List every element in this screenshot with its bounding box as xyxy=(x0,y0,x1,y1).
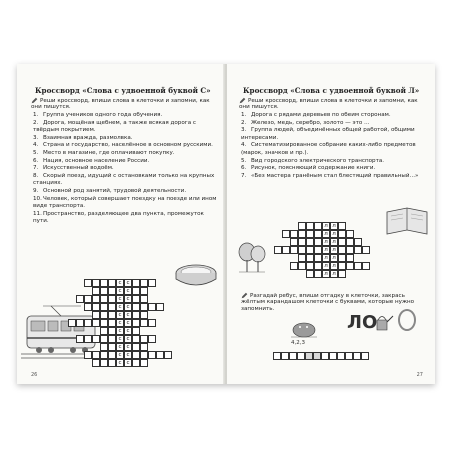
clue-item xyxy=(33,165,219,173)
left-page-number: 26 xyxy=(31,372,38,378)
crossword-cell[interactable] xyxy=(140,335,148,343)
crossword-cell[interactable] xyxy=(282,246,290,254)
crossword-cell[interactable] xyxy=(148,335,156,343)
clue-number: 1. xyxy=(241,112,247,118)
crossword-cell[interactable] xyxy=(108,343,116,351)
clue-number: 6. xyxy=(241,165,247,172)
rebus-hint: 4,2,3 xyxy=(291,340,305,346)
crossword-cell[interactable]: л xyxy=(322,270,330,278)
right-title: Кроссворд «Слова с удвоенной буквой Л» xyxy=(243,86,420,95)
crossword-cell[interactable] xyxy=(289,352,297,360)
clue-item xyxy=(241,112,431,120)
crossword-cell[interactable]: с xyxy=(124,351,132,359)
crossword-cell[interactable]: л xyxy=(322,222,330,230)
crossword-cell[interactable]: л xyxy=(322,230,330,238)
clue-number: 8. xyxy=(33,172,39,179)
crossword-cell[interactable] xyxy=(132,295,140,303)
crossword-cell[interactable] xyxy=(338,270,346,278)
clue-text: Основной род занятий, трудовой деятельности. xyxy=(43,187,187,194)
crossword-cell[interactable] xyxy=(108,295,116,303)
crossword-cell[interactable]: с xyxy=(116,335,124,343)
crossword-cell[interactable] xyxy=(132,279,140,287)
crossword-cell[interactable] xyxy=(132,303,140,311)
crossword-cell[interactable] xyxy=(100,351,108,359)
crossword-cell[interactable] xyxy=(298,238,306,246)
crossword-cell[interactable] xyxy=(148,303,156,311)
crossword-cell[interactable] xyxy=(92,335,100,343)
clue-item xyxy=(241,127,431,142)
clue-item xyxy=(33,196,219,211)
pencil-icon xyxy=(239,97,246,104)
clue-text: Место в магазине, где оплачивают покупку. xyxy=(43,149,175,156)
clue-number: 3. xyxy=(241,127,247,134)
clue-text: Вид городского электрического транспорта. xyxy=(251,157,385,164)
crossword-cell[interactable]: с xyxy=(116,303,124,311)
right-clue-list xyxy=(241,112,431,180)
clue-text: Нация, основное население России. xyxy=(43,157,150,164)
crossword-cell[interactable] xyxy=(338,254,346,262)
crossword-cell[interactable] xyxy=(298,230,306,238)
crossword-cell[interactable] xyxy=(281,352,289,360)
crossword-cell[interactable] xyxy=(354,238,362,246)
clue-number: 11. xyxy=(33,210,42,217)
crossword-cell[interactable]: л xyxy=(330,262,338,270)
crossword-cell[interactable] xyxy=(92,303,100,311)
clue-item xyxy=(33,188,219,196)
clue-text: Пространство, разделяющее два пункта, промежуток пути. xyxy=(33,210,204,225)
crossword-cell[interactable] xyxy=(346,238,354,246)
ring-icon xyxy=(395,308,419,332)
crossword-cell[interactable]: л xyxy=(330,238,338,246)
crossword-cell[interactable] xyxy=(100,343,108,351)
crossword-cell[interactable] xyxy=(108,359,116,367)
right-instruction-text: Реши кроссворд, впиши слова в клеточки и запомни, как они пишутся. xyxy=(239,98,418,111)
crossword-cell[interactable]: л xyxy=(322,238,330,246)
crossword-cell[interactable]: с xyxy=(124,311,132,319)
crossword-cell[interactable] xyxy=(337,352,345,360)
pool-ring-illustration xyxy=(174,261,218,289)
clue-text: Искусственный водоём. xyxy=(43,165,114,172)
clue-number: 3. xyxy=(33,134,39,141)
clue-item xyxy=(241,173,431,181)
crossword-cell[interactable] xyxy=(298,262,306,270)
right-page-number: 27 xyxy=(416,372,423,378)
left-title: Кроссворд «Слова с удвоенной буквой С» xyxy=(35,86,211,95)
crossword-cell[interactable] xyxy=(306,230,314,238)
clue-item xyxy=(33,211,219,226)
crossword-cell[interactable] xyxy=(290,262,298,270)
crossword-cell[interactable] xyxy=(362,246,370,254)
crossword-cell[interactable] xyxy=(108,327,116,335)
crossword-cell[interactable] xyxy=(306,254,314,262)
crossword-cell[interactable]: с xyxy=(116,343,124,351)
crossword-cell[interactable] xyxy=(140,319,148,327)
crossword-cell[interactable]: л xyxy=(330,246,338,254)
clue-item xyxy=(33,173,219,188)
right-instruction xyxy=(239,97,427,111)
clue-number: 10. xyxy=(33,195,42,202)
crossword-cell[interactable] xyxy=(338,246,346,254)
crossword-cell[interactable]: л xyxy=(330,230,338,238)
clue-text: «Без мастера гранёным стал блестящий правильный…» xyxy=(251,172,419,179)
clue-number: 5. xyxy=(241,157,247,164)
clue-text: Человек, который совершает поездку на поезде или ином виде транспорта. xyxy=(33,195,217,210)
crossword-cell[interactable]: л xyxy=(322,262,330,270)
crossword-cell[interactable] xyxy=(108,319,116,327)
crossword-cell[interactable] xyxy=(274,246,282,254)
crossword-cell[interactable] xyxy=(100,359,108,367)
crossword-cell[interactable] xyxy=(338,238,346,246)
crossword-cell[interactable] xyxy=(92,319,100,327)
crossword-cell[interactable] xyxy=(84,351,92,359)
crossword-cell[interactable] xyxy=(298,254,306,262)
clue-item xyxy=(241,165,431,173)
crossword-cell[interactable] xyxy=(306,270,314,278)
rebus-letters: ЛО xyxy=(347,312,378,333)
crossword-cell[interactable] xyxy=(305,352,313,360)
crossword-cell[interactable] xyxy=(108,311,116,319)
crossword-cell[interactable] xyxy=(314,238,322,246)
clue-number: 7. xyxy=(241,172,247,179)
crossword-cell[interactable] xyxy=(132,343,140,351)
left-instruction-text: Реши кроссворд, впиши слова в клеточки и запомни, как они пишутся. xyxy=(31,98,210,111)
crossword-cell[interactable] xyxy=(100,311,108,319)
crossword-cell[interactable] xyxy=(84,319,92,327)
crossword-cell[interactable] xyxy=(108,279,116,287)
crossword-cell[interactable] xyxy=(353,352,361,360)
crossword-cell[interactable] xyxy=(92,351,100,359)
crossword-cell[interactable]: с xyxy=(116,327,124,335)
crossword-cell[interactable] xyxy=(132,311,140,319)
crossword-cell[interactable] xyxy=(314,246,322,254)
crossword-cell[interactable]: с xyxy=(124,359,132,367)
crossword-cell[interactable] xyxy=(108,351,116,359)
crossword-cell[interactable] xyxy=(140,343,148,351)
clue-number: 4. xyxy=(33,142,39,149)
crossword-cell[interactable] xyxy=(361,352,369,360)
crossword-cell[interactable] xyxy=(92,359,100,367)
crossword-cell[interactable] xyxy=(140,295,148,303)
clue-text: Группа учеников одного года обучения. xyxy=(43,112,163,118)
crossword-cell[interactable] xyxy=(132,351,140,359)
crossword-cell[interactable] xyxy=(76,319,84,327)
crossword-cell[interactable]: с xyxy=(124,303,132,311)
crossword-cell[interactable]: с xyxy=(116,319,124,327)
clue-text: Страна и государство, населённое в основном русскими. xyxy=(43,142,213,149)
crossword-cell[interactable] xyxy=(346,254,354,262)
crossword-cell[interactable]: с xyxy=(124,343,132,351)
crossword-cell[interactable] xyxy=(362,262,370,270)
crossword-cell[interactable] xyxy=(100,319,108,327)
crossword-cell[interactable] xyxy=(132,335,140,343)
clue-text: Рисунок, поясняющий содержание книги. xyxy=(251,165,376,172)
crossword-cell[interactable]: с xyxy=(124,335,132,343)
watering-can-icon xyxy=(373,310,395,332)
clue-text: Скорый поезд, идущий с остановками только на крупных станциях. xyxy=(33,172,215,187)
crossword-cell[interactable]: с xyxy=(116,351,124,359)
crossword-cell[interactable] xyxy=(354,246,362,254)
clue-item xyxy=(241,142,431,157)
crossword-cell[interactable]: с xyxy=(116,287,124,295)
crossword-cell[interactable] xyxy=(345,352,353,360)
crossword-cell[interactable] xyxy=(156,351,164,359)
mole-illustration xyxy=(289,314,319,338)
clue-number: 1. xyxy=(33,112,39,118)
crossword-cell[interactable] xyxy=(290,246,298,254)
rebus-instruction-text: Разгадай ребус, впиши отгадку в клеточки, закрась жёлтым карандашом клеточки с буквами, которые нужно запомнить. xyxy=(241,293,415,312)
left-instruction xyxy=(31,97,217,111)
crossword-cell[interactable] xyxy=(76,335,84,343)
crossword-cell[interactable] xyxy=(108,287,116,295)
clue-number: 7. xyxy=(33,165,39,172)
crossword-cell[interactable] xyxy=(338,230,346,238)
crossword-cell[interactable]: л xyxy=(322,246,330,254)
workbook-spread xyxy=(17,64,435,384)
clue-item xyxy=(33,142,219,150)
crossword-cell[interactable]: с xyxy=(116,295,124,303)
crossword-cell[interactable] xyxy=(140,311,148,319)
clue-item xyxy=(33,112,219,120)
crossword-cell[interactable] xyxy=(273,352,281,360)
crossword-cell[interactable] xyxy=(290,238,298,246)
crossword-cell[interactable] xyxy=(314,254,322,262)
crossword-cell[interactable] xyxy=(148,351,156,359)
crossword-cell[interactable] xyxy=(84,303,92,311)
crossword-cell[interactable] xyxy=(140,279,148,287)
trees-illustration xyxy=(237,240,267,274)
crossword-cell[interactable] xyxy=(100,279,108,287)
crossword-cell[interactable] xyxy=(132,327,140,335)
crossword-cell[interactable]: л xyxy=(322,254,330,262)
crossword-cell[interactable]: л xyxy=(330,270,338,278)
crossword-cell[interactable] xyxy=(100,335,108,343)
crossword-cell[interactable]: с xyxy=(124,279,132,287)
clue-text: Дорога с рядами деревьев по обеим сторонам. xyxy=(251,112,391,118)
crossword-cell[interactable] xyxy=(346,262,354,270)
clue-item xyxy=(33,135,219,143)
crossword-cell[interactable] xyxy=(306,246,314,254)
crossword-cell[interactable]: с xyxy=(116,359,124,367)
crossword-cell[interactable] xyxy=(164,351,172,359)
crossword-cell[interactable]: с xyxy=(116,311,124,319)
crossword-cell[interactable] xyxy=(132,319,140,327)
crossword-cell[interactable] xyxy=(108,335,116,343)
crossword-cell[interactable] xyxy=(306,238,314,246)
pencil-icon xyxy=(241,292,248,299)
crossword-cell[interactable] xyxy=(76,295,84,303)
clue-text: Группа людей, объединённых общей работой, общими интересами. xyxy=(241,127,415,141)
clue-number: 2. xyxy=(33,119,39,126)
right-page xyxy=(227,64,435,384)
crossword-cell[interactable] xyxy=(100,287,108,295)
crossword-cell[interactable] xyxy=(314,270,322,278)
clue-number: 9. xyxy=(33,187,39,194)
book-illustration xyxy=(385,204,429,238)
crossword-cell[interactable] xyxy=(92,287,100,295)
crossword-cell[interactable]: с xyxy=(124,287,132,295)
crossword-cell[interactable] xyxy=(354,262,362,270)
crossword-cell[interactable] xyxy=(92,295,100,303)
crossword-cell[interactable] xyxy=(314,262,322,270)
clue-number: 4. xyxy=(241,142,247,149)
crossword-cell[interactable] xyxy=(346,230,354,238)
clue-number: 6. xyxy=(33,157,39,164)
crossword-cell[interactable] xyxy=(132,287,140,295)
clue-number: 5. xyxy=(33,149,39,156)
crossword-cell[interactable] xyxy=(84,279,92,287)
crossword-cell[interactable] xyxy=(306,262,314,270)
crossword-cell[interactable] xyxy=(148,279,156,287)
crossword-cell[interactable] xyxy=(282,230,290,238)
crossword-cell[interactable] xyxy=(314,230,322,238)
crossword-cell[interactable] xyxy=(140,359,148,367)
crossword-cell[interactable] xyxy=(84,335,92,343)
crossword-cell[interactable] xyxy=(298,246,306,254)
clue-item xyxy=(33,120,219,135)
crossword-cell[interactable]: л xyxy=(330,254,338,262)
crossword-cell[interactable] xyxy=(140,287,148,295)
clue-item xyxy=(33,150,219,158)
crossword-cell[interactable] xyxy=(100,303,108,311)
crossword-cell[interactable] xyxy=(132,359,140,367)
crossword-cell[interactable] xyxy=(148,319,156,327)
crossword-cell[interactable]: с xyxy=(124,319,132,327)
crossword-cell[interactable] xyxy=(100,295,108,303)
crossword-cell[interactable] xyxy=(100,327,108,335)
crossword-cell[interactable] xyxy=(329,352,337,360)
crossword-cell[interactable] xyxy=(314,222,322,230)
crossword-cell[interactable]: с xyxy=(124,327,132,335)
clue-text: Дорога, мощёная щебнем, а также всякая дорога с твёрдым покрытием. xyxy=(33,119,197,134)
pencil-icon xyxy=(31,97,38,104)
crossword-cell[interactable] xyxy=(68,319,76,327)
crossword-cell[interactable] xyxy=(290,230,298,238)
clue-number: 2. xyxy=(241,119,247,126)
crossword-cell[interactable]: с xyxy=(116,279,124,287)
crossword-cell[interactable] xyxy=(140,303,148,311)
crossword-cell[interactable]: л xyxy=(330,222,338,230)
crossword-cell[interactable] xyxy=(297,352,305,360)
crossword-cell[interactable] xyxy=(338,222,346,230)
clue-text: Систематизированное собрание каких-либо предметов (марок, значков и пр.). xyxy=(241,142,416,156)
crossword-cell[interactable] xyxy=(156,303,164,311)
crossword-cell[interactable] xyxy=(140,351,148,359)
left-page xyxy=(17,64,225,384)
crossword-cell[interactable] xyxy=(321,352,329,360)
left-clue-list xyxy=(33,112,219,226)
crossword-cell[interactable] xyxy=(346,246,354,254)
clue-text: Железо, медь, серебро, золото — это … xyxy=(251,119,370,126)
crossword-cell[interactable] xyxy=(306,222,314,230)
crossword-cell[interactable] xyxy=(313,352,321,360)
crossword-cell[interactable] xyxy=(338,262,346,270)
crossword-cell[interactable] xyxy=(298,222,306,230)
clue-text: Взаимная вражда, размолвка. xyxy=(43,134,133,141)
crossword-cell[interactable] xyxy=(84,295,92,303)
crossword-cell[interactable] xyxy=(92,311,100,319)
crossword-cell[interactable] xyxy=(108,303,116,311)
crossword-cell[interactable]: с xyxy=(124,295,132,303)
crossword-cell[interactable] xyxy=(92,279,100,287)
